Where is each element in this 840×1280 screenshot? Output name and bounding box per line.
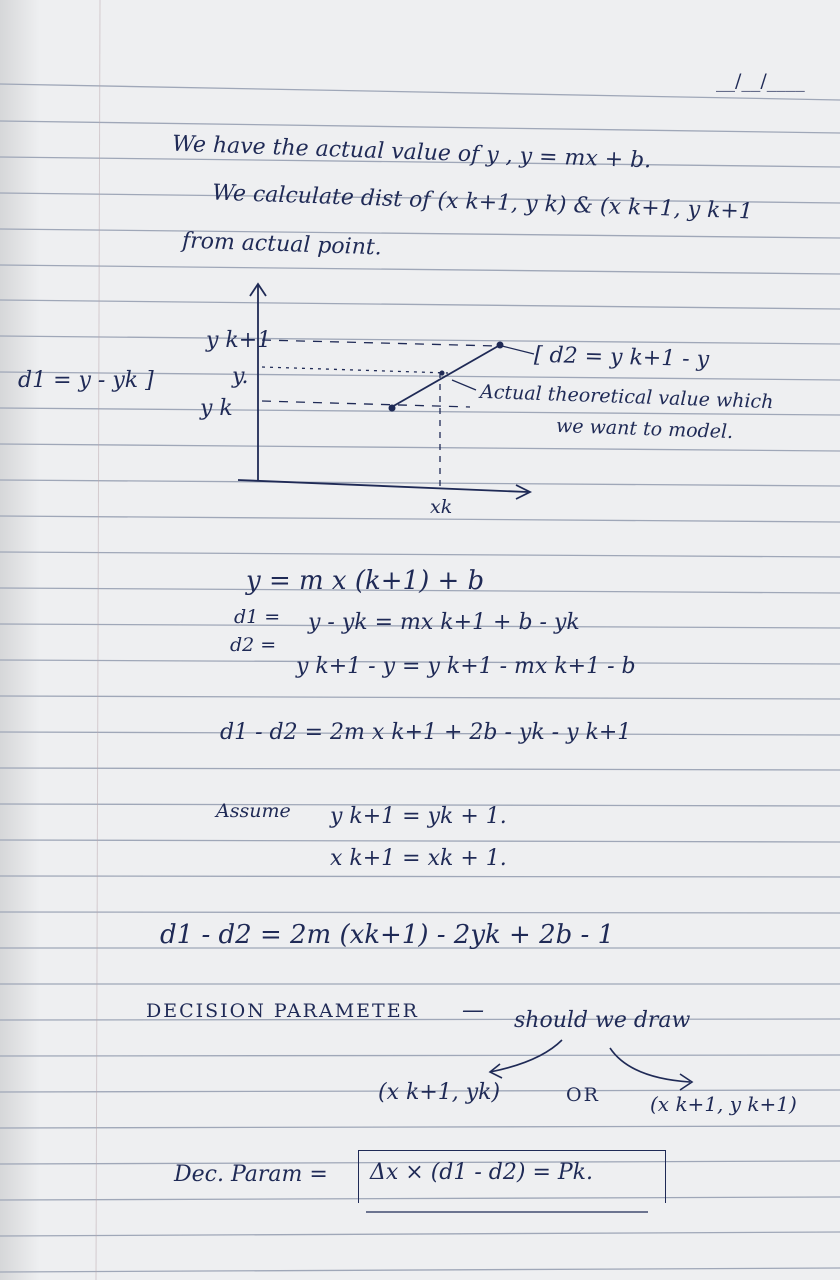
point-lower [389, 405, 396, 412]
intro-line-1: We have the actual value of y , y = mx + b. [171, 131, 652, 174]
point-actual [440, 371, 445, 376]
d1-lhs: d1 = [234, 606, 281, 628]
intro-line-2: We calculate dist of (x k+1, y k) & (x k+1, y k+1 [211, 180, 754, 225]
label-y: y. [232, 364, 249, 389]
decision-title: DECISION PARAMETER [146, 1000, 419, 1022]
guide-yk1 [262, 340, 498, 346]
assume-y: y k+1 = yk + 1. [330, 804, 507, 829]
decision-dash: — [462, 998, 484, 1023]
actual-note-2: we want to model. [555, 414, 734, 444]
eq-result: d1 - d2 = 2m (xk+1) - 2yk + 2b - 1 [160, 920, 615, 950]
arrow-d2 [502, 346, 534, 354]
date-field: __/__/____ [716, 70, 805, 92]
decision-question: should we draw [514, 1008, 691, 1033]
arrow-actual [452, 380, 476, 390]
guide-yk [262, 401, 470, 407]
actual-note-1: Actual theoretical value which [479, 380, 774, 414]
option-2: (x k+1, y k+1) [650, 1092, 797, 1116]
label-xk: xk [430, 496, 453, 518]
eq-difference: d1 - d2 = 2m x k+1 + 2b - yk - y k+1 [220, 720, 632, 745]
d2-lhs: d2 = [230, 634, 277, 656]
d1-note: d1 = y - yk ] [18, 368, 154, 393]
d1-rhs: y - yk = mx k+1 + b - yk [308, 610, 580, 635]
d2-rhs: y k+1 - y = y k+1 - mx k+1 - b [296, 654, 636, 679]
or-label: OR [566, 1084, 600, 1106]
point-upper [497, 342, 504, 349]
option-1: (x k+1, yk) [378, 1080, 501, 1105]
label-yk: y k [200, 396, 233, 421]
label-yk1: y k+1 [206, 328, 272, 353]
intro-line-3: from actual point. [181, 228, 383, 261]
guide-y [262, 367, 448, 373]
param-label: Dec. Param = [174, 1162, 328, 1187]
param-formula: Δx × (d1 - d2) = Pk. [370, 1160, 594, 1185]
assume-label: Assume [216, 800, 291, 822]
assume-x: x k+1 = xk + 1. [330, 846, 507, 871]
eq-y: y = m x (k+1) + b [246, 566, 485, 596]
d2-note: [ d2 = y k+1 - y [533, 342, 710, 373]
x-axis [238, 480, 528, 492]
